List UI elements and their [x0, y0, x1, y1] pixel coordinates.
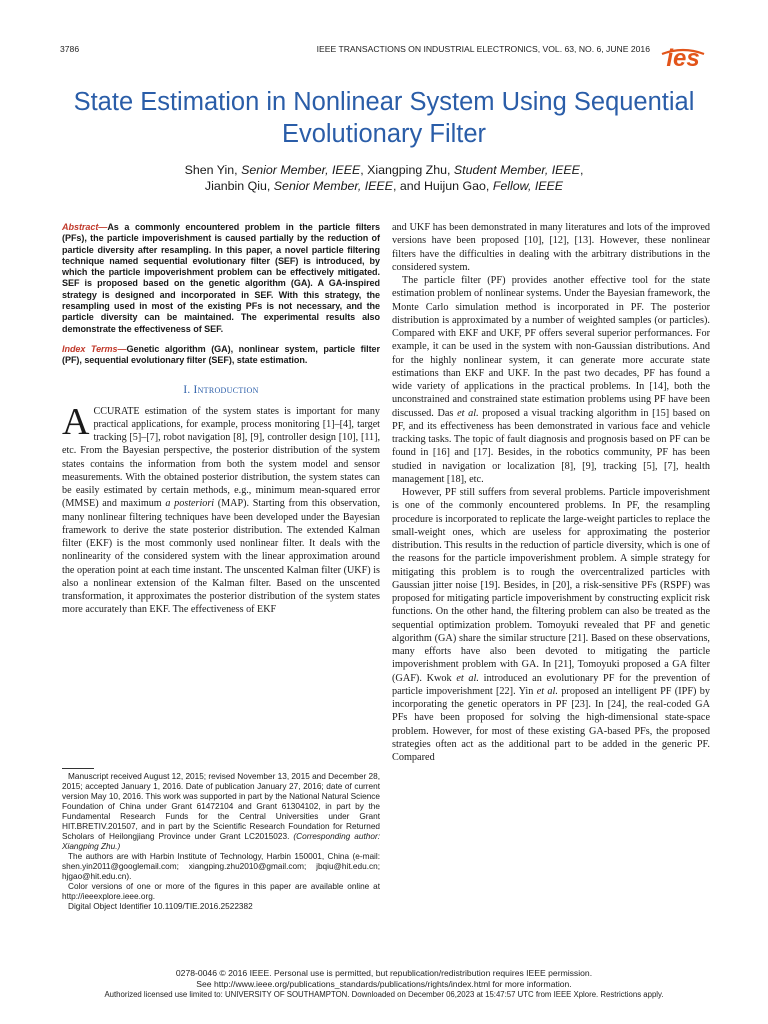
body-italic: et al.: [457, 407, 479, 419]
footnote: [62, 772, 380, 912]
intro-paragraph: [62, 400, 380, 617]
rights-link[interactable]: See http://www.ieee.org/publications_standards/publications/rights/index.html for more information.: [196, 978, 572, 989]
author-name: Jianbin Qiu,: [204, 179, 274, 193]
author-list: [56, 162, 712, 194]
author-name: , Xiangping Zhu,: [360, 163, 454, 177]
body-paragraph: and UKF has been demonstrated in many literatures and lots of the improved versions have been proposed [10], [12], [13]. However, these nonlinear filters have the difficulties in dealing with the arbitrary distributions in the considered system.: [392, 222, 710, 273]
logo-text: ies: [666, 45, 700, 72]
body-text: proposed an intelligent PF (IPF) by incorporating the genetic operators in PF [23]. In [24], the real-coded GA PFs have been proposed for solving the high-dimensional state-space problem. However, for most of these existing GA-based PFs, the proposed strategies often act as the additional part to be added in the generic PF. Compared: [392, 685, 710, 763]
footnote-text: Manuscript received August 12, 2015; revised November 13, 2015 and December 28, 2015; accepted January 1, 2016. Date of publication January 27, 2016; date of current version May 10, 2016. This work was supported in part by the National Natural Science Foundation of China under Grant 61472104 and Grant 61304102, in part by the Fundamental Research Funds for the Central Universities under Grant HIT.BRETIV.201507, and in part by the Scientific Research Foundation for Returned Scholars of Heilongjiang Province under Grant LC2015023.: [62, 772, 380, 841]
copyright-line: 0278-0046 © 2016 IEEE. Personal use is permitted, but republication/redistribution requires IEEE permission.: [175, 968, 593, 978]
section-heading: I. Introduction: [183, 383, 259, 396]
author-name: ,: [579, 163, 584, 177]
footnote-affiliation: The authors are with Harbin Institute of Technology, Harbin 150001, China (e-mail: shen.yin2011@googlemail.com; xiangping.zhu2010@gmail.com; jbqiu@hit.edu.cn; hjgao@hit.edu.cn).: [62, 852, 380, 881]
author-role: Senior Member, IEEE: [273, 179, 393, 193]
body-text: introduced an evolutionary PF for the prevention of particle impoverishment [22]. Yin: [392, 672, 711, 697]
author-line-2: [56, 178, 712, 194]
footnote-doi: Digital Object Identifier 10.1109/TIE.2016.2522382: [68, 902, 253, 911]
footnote-color: Color versions of one or more of the figures in this paper are available online at http://ieeexplore.ieee.org.: [62, 882, 380, 901]
footnote-rule: [62, 768, 94, 769]
body-paragraph: [392, 274, 710, 486]
author-role: Senior Member, IEEE: [241, 163, 361, 177]
body-text: The particle filter (PF) provides another effective tool for the state estimation problem of nonlinear systems. Under the Bayesian framework, the Monte Carlo simulation method is incorporated in PF. The posterior distribution is approximated by a number of weighted samples (or particles). Compared with EKF and UKF, PF offers several superior performances. For example, it can be used in the system with non-Gaussian distributions. And for the highly nonlinear system, it can generate more accurate state estimations than EKF and UKF. In the past two decades, PF has found a wide variety of applications in the practical problems. In [14], both the unconstrained and constrained state estimation problems using PF have been discussed. Das: [392, 275, 710, 419]
paper-title: State Estimation in Nonlinear System Using Sequential Evolutionary Filter: [73, 88, 695, 148]
abstract-text: As a commonly encountered problem in the particle filters (PFs), the particle impoverishment is caused partially by the reduction of particle diversity after resampling. In this paper, a novel particle filtering technique named sequential evolutionary filter (SEF) is introduced, by which the particle impoverishment problem can be effectively mitigated. SEF is proposed based on the genetic algorithm (GA). A GA-inspired strategy is designed and incorporated in SEF. With this strategy, the resampling used in most of the existing PFs is not necessary, and the particle diversity can be maintained. The experimental results also demonstrate the effectiveness of SEF.: [62, 222, 380, 334]
right-column: [392, 221, 710, 764]
abstract-label: Abstract—: [62, 222, 108, 232]
footnote-manuscript: [62, 772, 380, 852]
author-role: Student Member, IEEE: [453, 163, 580, 177]
copyright-notice: [0, 968, 768, 989]
body-italic: et al.: [456, 672, 479, 684]
left-column: [62, 222, 380, 617]
index-terms-text: Genetic algorithm (GA), nonlinear system, particle filter (PF), sequential evolutionary filter (SEF), state estimation.: [62, 343, 380, 366]
intro-italic: a posteriori: [165, 498, 215, 510]
author-line-1: [56, 162, 712, 178]
intro-text-2: (MAP). Starting from this observation, many nonlinear filtering techniques have been developed under the Bayesian framework to derive the state posterior distribution. The extended Kalman filter (EKF) is the most commonly used nonlinear filter. It deals with the nonlinearity of the considered system with the linear approximation around the operation point at each time instant. The unscented Kalman filter (UKF) is also a nonlinear extension of the Kalman filter. Based on the unscented transformation, it approximates the posterior distribution of the system states more accurately than EKF. The effectiveness of EKF: [62, 498, 380, 616]
abstract: [62, 222, 380, 335]
author-role: Fellow, IEEE: [492, 179, 564, 193]
journal-header: IEEE TRANSACTIONS ON INDUSTRIAL ELECTRONICS, VOL. 63, NO. 6, JUNE 2016: [316, 44, 650, 54]
page-number: 3786: [60, 44, 80, 54]
intro-text: CCURATE estimation of the system states is important for many practical applications, for example, process monitoring [1]–[4], target tracking [5]–[7], robot navigation [8], [9], controller design [10], [11], etc. From the Bayesian perspective, the posterior distribution of the system states contains the information from both the system model and sensor measurements. With the obtained posterior distribution, the system states can be easily estimated by certain methods, e.g., minimum mean-squared error (MMSE) and maximum: [62, 405, 380, 510]
body-text: However, PF still suffers from several problems. Particle impoverishment is one of the commonly encountered problems. In PF, the resampling procedure is incorporated to replicate the large-weight particles to replace the small-weight ones, which are useless for approximating the posterior distribution. This results in the reduction of particle diversity, which is one of the reasons for the particle impoverishment problem. A simple strategy for mitigating this problem is to rough the overcentralized particles with Gaussian jitter noise [19]. Besides, in [20], a risk-sensitive PFs (RSPF) was proposed for mitigating particle impoverishment by constructing explicit risk functions. On the other hand, the filtering problem can also be treated as the sequential optimization problem. Tomoyuki revealed that PF and genetic algorithm (GA) share the similar structure [21]. Based on these observations, many efforts have also been devoted to mitigating the particle impoverishment problem with GA. In [21], Tomoyuki proposed a GA filter (GAF). Kwok: [392, 487, 710, 684]
index-terms: [62, 344, 380, 367]
drop-cap: A: [62, 400, 90, 443]
license-notice: Authorized licensed use limited to: UNIVERSITY OF SOUTHAMPTON. Downloaded on December 06,2023 at 15:47:57 UTC from IEEE Xplore. Restrictions apply.: [104, 990, 664, 999]
author-name: Shen Yin,: [184, 163, 242, 177]
body-paragraph: [392, 486, 710, 764]
author-name: , and Huijun Gao,: [392, 179, 493, 193]
ies-logo: [658, 44, 708, 74]
body-italic: et al.: [536, 685, 558, 697]
footnote-corresponding: (Corresponding author: Xiangping Zhu.): [62, 832, 380, 851]
index-terms-label: Index Terms—: [62, 343, 127, 354]
body-text: proposed a visual tracking algorithm in [15] based on PF, and its effectiveness has been demonstrated in various face and vehicle tracking tasks. The topic of fault diagnosis and prognosis based on PF can be found in [16] and [17]. Besides, in the robotics community, PF has been studied in navigation or localization [8], [9], tracking [5], [7], health management [18], etc.: [392, 407, 711, 485]
